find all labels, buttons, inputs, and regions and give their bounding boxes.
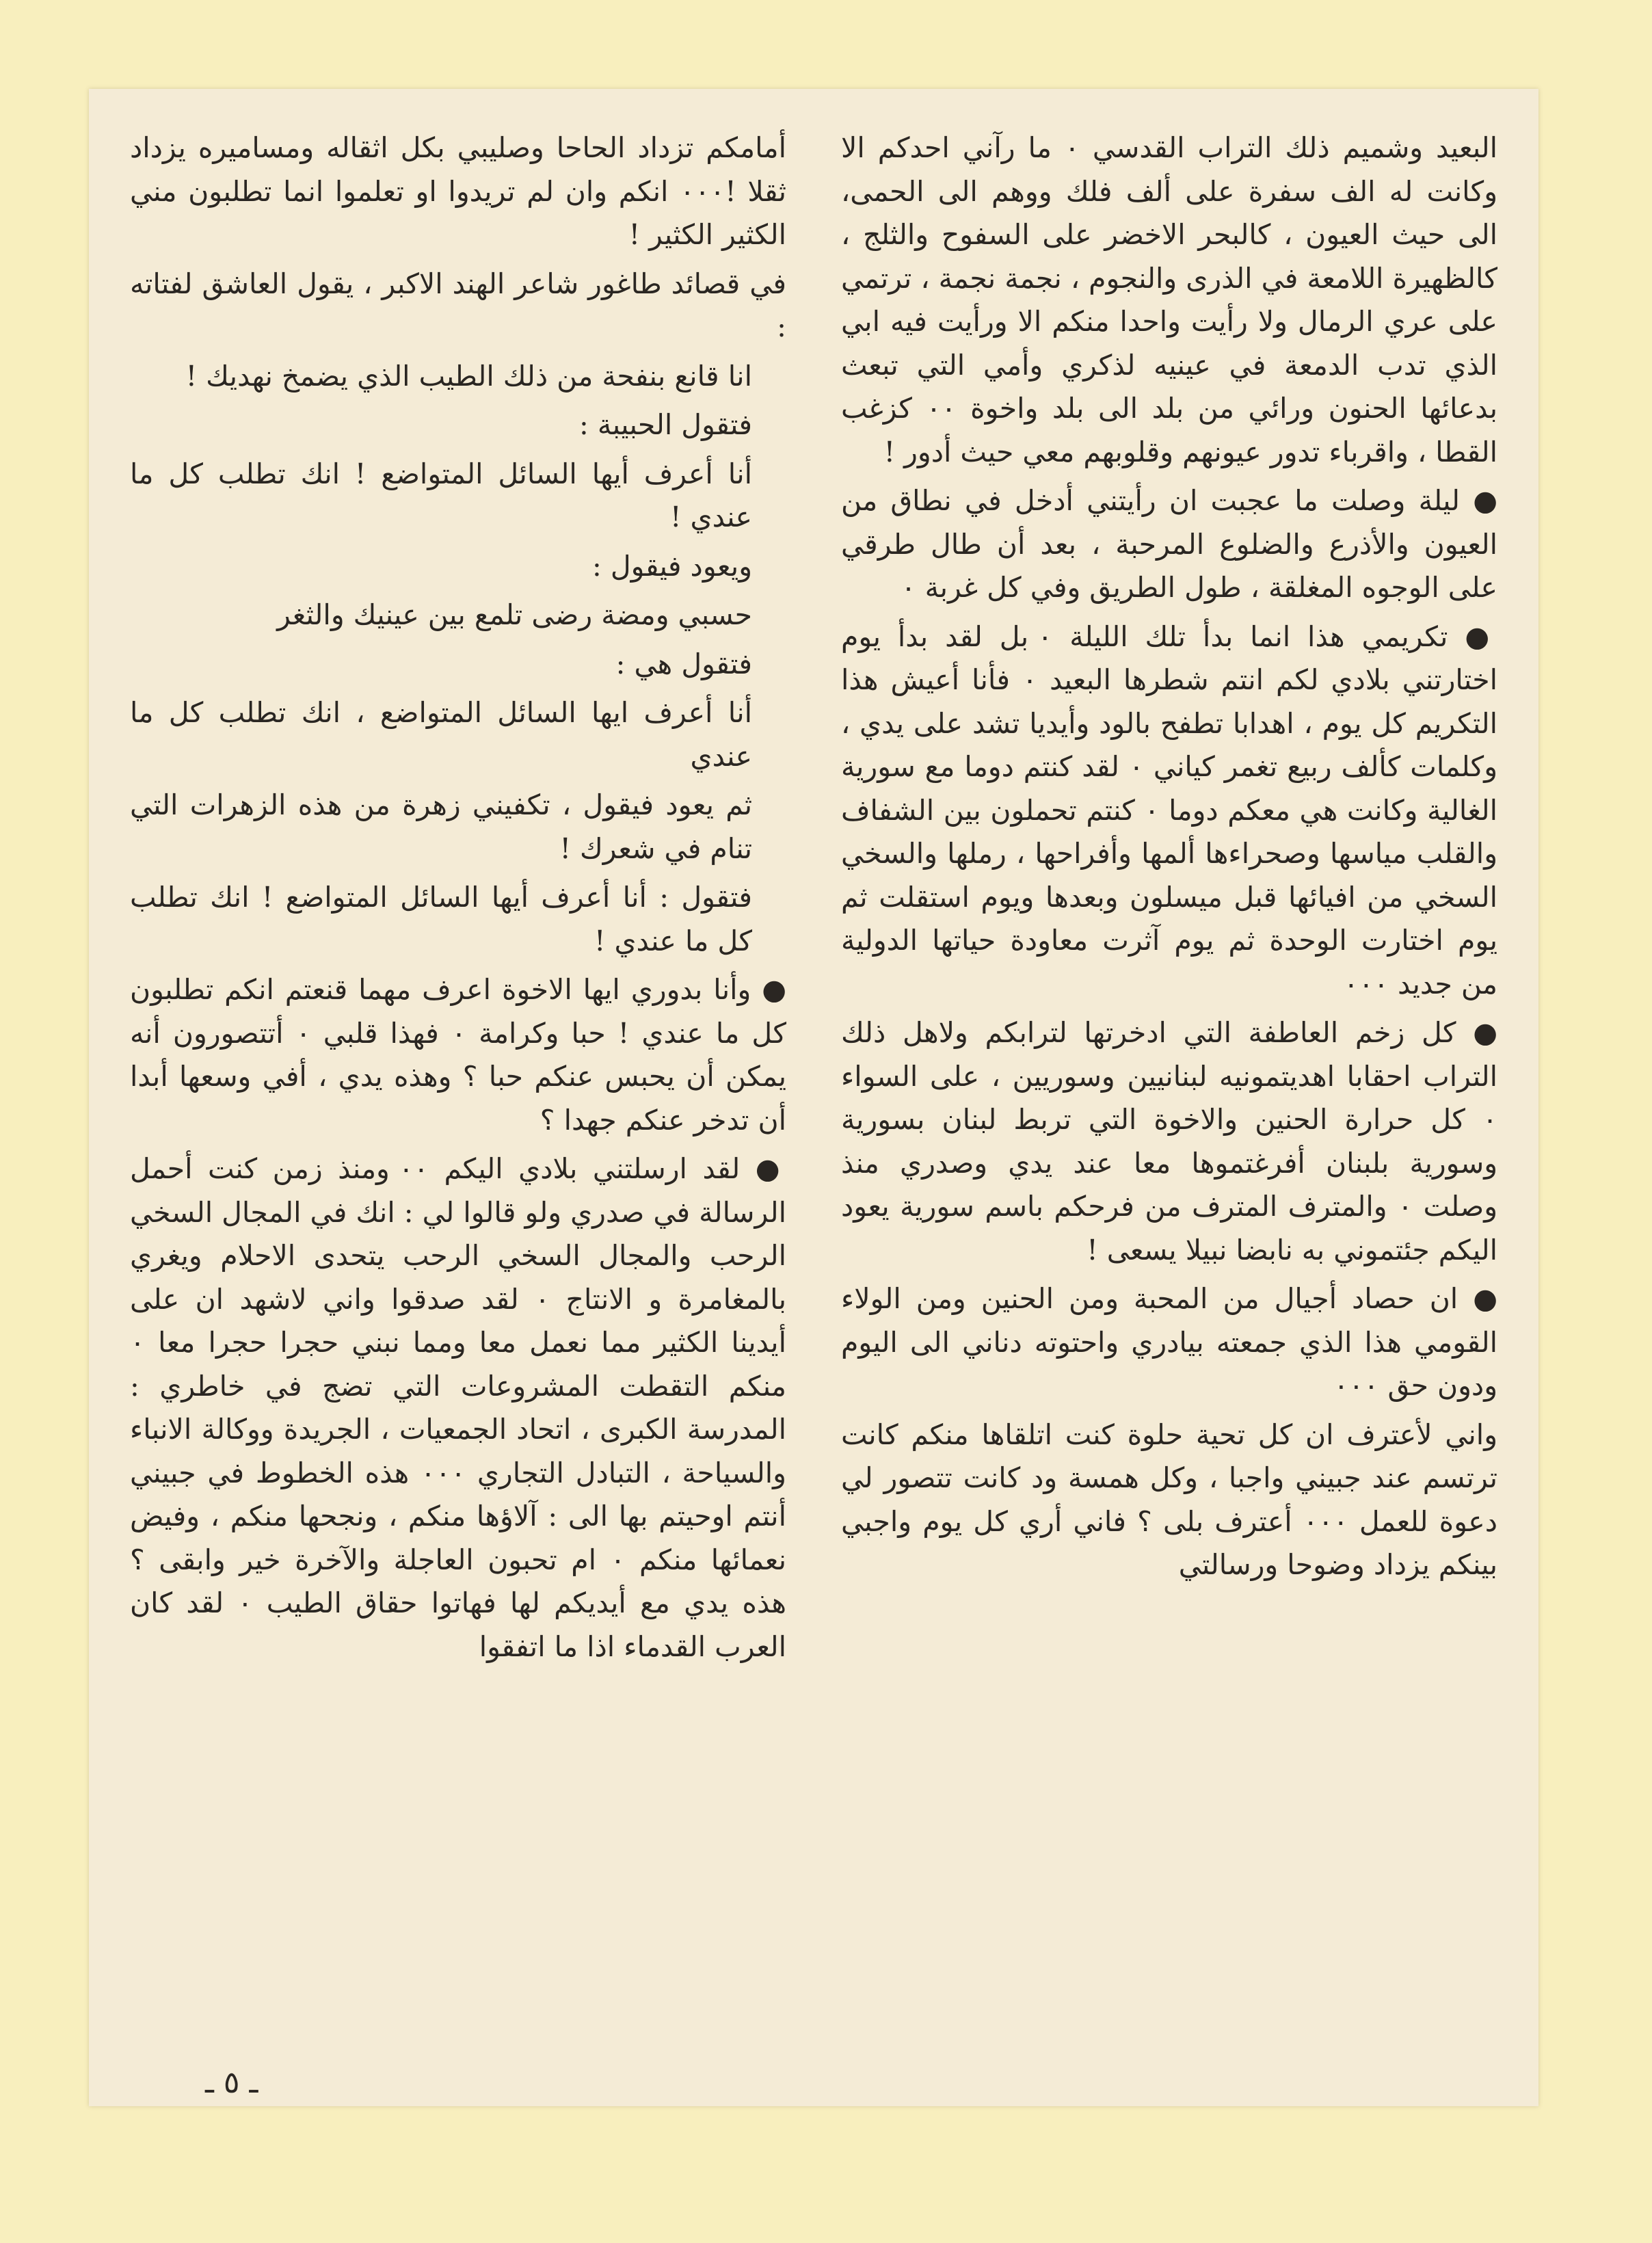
page-number: ـ ٥ ـ (205, 2065, 258, 2100)
poem-line: فتقول : أنا أعرف أيها السائل المتواضع ! انك تطلب كل ما عندي ! (130, 881, 752, 957)
right-column (841, 127, 1497, 1593)
paragraph: ● ليلة وصلت ما عجبت ان رأيتني أدخل في نطاق من العيون والأذرع والضلوع المرحبة ، بعد أن طال طرقي على الوجوه المغلقة ، طول الطريق وفي كل غربة ٠ (841, 484, 1497, 604)
paragraph: ● لقد ارسلتني بلادي اليكم ٠٠ ومنذ زمن كنت أحمل الرسالة في صدري ولو قالوا لي : انك في المجال السخي الرحب والمجال السخي الرحب يتحدى الاحلام ويغري بالمغامرة و الانتاج ٠ لقد صدقوا واني لاشهد ان على أيدينا الكثير مما نعمل معا ومما نبني حجرا حجرا معا ٠ منكم التقطت المشروعات التي تضج في خاطري : المدرسة الكبرى ، اتحاد الجمعيات ، الجريدة ووكالة الانباء والسياحة ، التبادل التجاري ٠٠٠ هذه الخطوط في جبيني أنتم اوحيتم بها الى : آلاؤها منكم ، ونجحها منكم ، وفيض نعمائها منكم ٠ ام تحبون العاجلة والآخرة خير وابقى ؟ هذه يدي مع أيديكم لها فهاتوا حقاق الطيب ٠ لقد كان العرب القدماء اذا ما اتفقوا (130, 1152, 786, 1663)
poem-line: ثم يعود فيقول ، تكفيني زهرة من هذه الزهرات التي تنام في شعرك ! (130, 788, 752, 865)
poem-line: حسبي ومضة رضى تلمع بين عينيك والثغر (277, 598, 752, 631)
paragraph: واني لأعترف ان كل تحية حلوة كنت اتلقاها منكم كانت ترتسم عند جبيني واجبا ، وكل همسة ود كانت تتصور لي دعوة للعمل ٠٠٠ أعترف بلى ؟ فاني أري كل يوم واجبي بينكم يزداد وضوحا ورسالتي (841, 1418, 1497, 1581)
poem-line: ويعود فيقول : (592, 549, 752, 583)
paragraph: في قصائد طاغور شاعر الهند الاكبر ، يقول العاشق لفتاته : (130, 267, 786, 343)
paragraph: أمامكم تزداد الحاحا وصليبي بكل اثقاله ومساميره يزداد ثقلا !٠٠٠ انكم وان لم تريدوا او تعلموا انما تطلبون مني الكثير الكثير ! (130, 131, 786, 251)
poem-line: انا قانع بنفحة من ذلك الطيب الذي يضمخ نهديك ! (185, 359, 752, 393)
poem-line: أنا أعرف ايها السائل المتواضع ، انك تطلب كل ما عندي (130, 696, 752, 773)
paragraph: البعيد وشميم ذلك التراب القدسي ٠ ما رآني احدكم الا وكانت له الف سفرة على ألف فلك ووهم الى الحمى، الى حيث العيون ، كالبحر الاخضر على السفوح والثلج ، كالظهيرة اللامعة في الذرى والنجوم ، نجمة نجمة ، ترتمي على عري الرمال ولا رأيت واحدا منكم الا ورأيت فيه ابي الذي تدب الدمعة في عينيه لذكري وأمي التي تبعث بدعائها الحنون ورائي من بلد الى بلد واخوة ٠٠ كزغب القطا ، واقرباء تدور عيونهم وقلوبهم معي حيث أدور ! (841, 131, 1498, 468)
poem-line: أنا أعرف أيها السائل المتواضع ! انك تطلب كل ما عندي ! (130, 457, 752, 533)
poem-line: فتقول هي : (615, 647, 752, 680)
poem-line: فتقول الحبيبة : (578, 408, 752, 441)
left-column (130, 127, 786, 1674)
paragraph: ● كل زخم العاطفة التي ادخرتها لترابكم ولاهل ذلك التراب احقابا اهديتمونيه لبنانيين وسوريين ، على السواء ٠ كل حرارة الحنين والاخوة التي تربط لبنان بسورية وسورية بلبنان أفرغتموها معا عند يدي وصدري منذ وصلت ٠ والمترف المترف من فرحكم باسم سورية يعود اليكم جئتموني به نابضا نبيلا يسعى ! (841, 1016, 1497, 1266)
paragraph: ● ان حصاد أجيال من المحبة ومن الحنين ومن الولاء القومي هذا الذي جمعته بيادري واحتوته دناني الى اليوم ودون حق ٠٠٠ (841, 1282, 1497, 1402)
paragraph: ● تكريمي هذا انما بدأ تلك الليلة ٠ بل لقد بدأ يوم اختارتني بلادي لكم انتم شطرها البعيد ٠ فأنا أعيش هذا التكريم كل يوم ، اهدابا تطفح بالود وأيديا تشد على يدي ، وكلمات كألف ربيع تغمر كياني ٠ لقد كنتم دوما مع سورية الغالية وكانت هي معكم دوما ٠ كنتم تحملون بين الشفاف والقلب مياسها وصحراءها ألمها وأفراحها ، رملها والسخي السخي من افيائها قبل ميسلون وبعدها ويوم استقلت ثم يوم اختارت الوحدة ثم يوم آثرت معاودة حياتها الدولية من جديد ٠٠٠ (841, 620, 1497, 1000)
paragraph: ● وأنا بدوري ايها الاخوة اعرف مهما قنعتم انكم تطلبون كل ما عندي ! حبا وكرامة ٠ فهذا قلبي ٠ أتتصورون أنه يمكن أن يحبس عنكم حبا ؟ وهذه يدي ، أفي وسعها أبدا أن تدخر عنكم جهدا ؟ (130, 973, 786, 1137)
magazine-page (89, 89, 1538, 2106)
